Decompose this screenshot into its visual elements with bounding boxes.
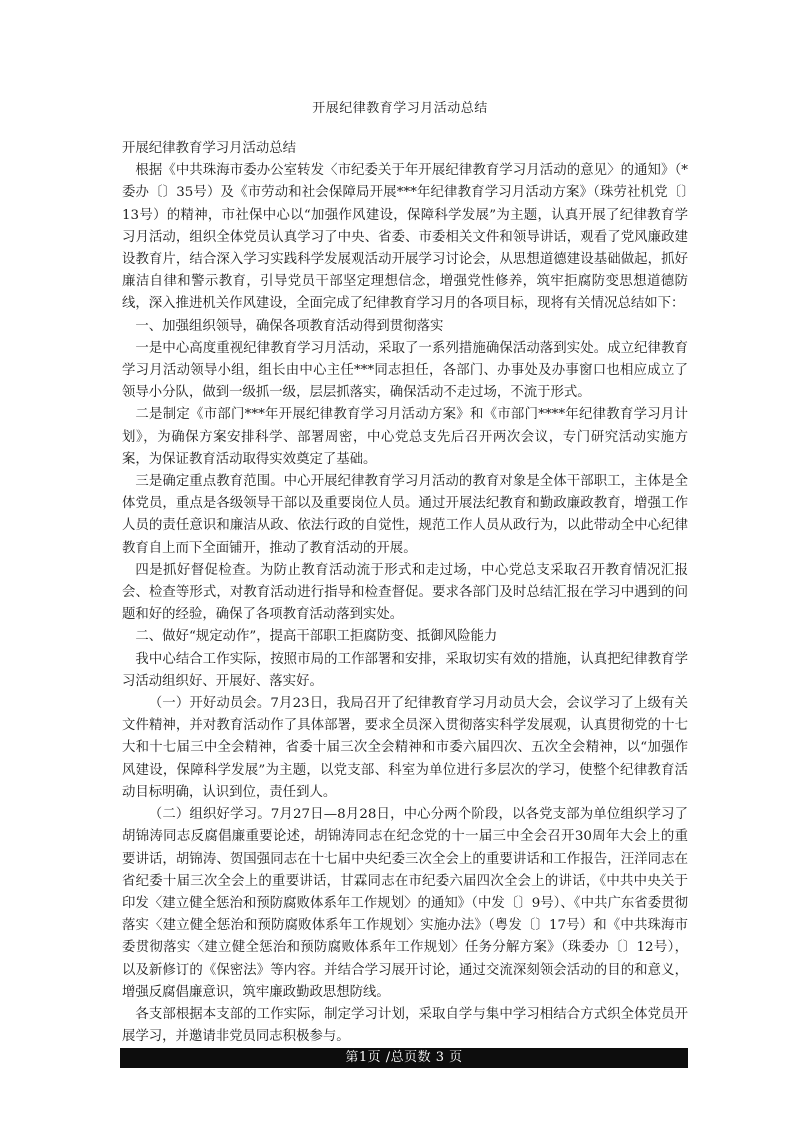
paragraph-2-3: 各支部根据本支部的工作实际，制定学习计划，采取自学与集中学习相结合方式织全体党员开展学习，并邀请非党员同志积极参与。 xyxy=(122,1006,688,1045)
paragraph-1-4: 四是抓好督促检查。为防止教育活动流于形式和走过场，中心党总支采取召开教育情况汇报会、检查等形式，对教育活动进行指导和检查督促。要求各部门及时总结汇报在学习中遇到的问题和好的经验，确保了各项教育活动落到实处。 xyxy=(122,562,688,623)
document-title: 开展纪律教育学习月活动总结 xyxy=(312,101,488,116)
section-heading-1: 一、加强组织领导，确保各项教育活动得到贯彻落实 xyxy=(135,318,444,334)
paragraph-2-intro: 我中心结合工作实际，按照市局的工作部署和安排，采取切实有效的措施，认真把纪律教育学习活动组织好、开展好、落实好。 xyxy=(122,651,688,689)
paragraph-1-2: 二是制定《市部门***年开展纪律教育学习月活动方案》和《市部门****年纪律教育学习月计划》，为确保方案安排科学、部署周密，中心党总支先后召开两次会议，专门研究活动实施方案，为保证教育活动取得实效奠定了基础。 xyxy=(122,407,688,467)
paragraph-1-1: 一是中心高度重视纪律教育学习月活动，采取了一系列措施确保活动落到实处。成立纪律教育学习月活动领导小组，组长由中心主任***同志担任，各部门、办事处及办事窗口也相应成立了领导小分队，做到一级抓一级，层层抓落实，确保活动不走过场，不流于形式。 xyxy=(122,340,688,401)
page-footer: 第1页 /总页数 3 页 xyxy=(120,1048,688,1068)
paragraph-2-1: （一）开好动员会。7月23日，我局召开了纪律教育学习月动员大会，会议学习了上级有关文件精神，并对教育活动作了具体部署，要求全员深入贯彻落实科学发展观，认真贯彻党的十七大和十七届三中全会精神，省委十届三次全会精神和市委六届四次、五次全会精神，以“加强作风建设，保障科学发展”为主题，以党支部、科室为单位进行多层次的学习，使整个纪律教育活动目标明确，认识到位，责任到人。 xyxy=(122,696,688,800)
paragraph-1-3: 三是确定重点教育范围。中心开展纪律教育学习月活动的教育对象是全体干部职工，主体是全体党员，重点是各级领导干部以及重要岗位人员。通过开展法纪教育和勤政廉政教育，增强工作人员的责任意识和廉洁从政、依法行政的自觉性，规范工作人员从政行为，以此带动全中心纪律教育自上而下全面铺开，推动了教育活动的开展。 xyxy=(122,474,688,556)
document-body xyxy=(122,138,688,1048)
paragraph-2-2: （二）组织好学习。7月27日—8月28日，中心分两个阶段，以各党支部为单位组织学习了胡锦涛同志反腐倡廉重要论述，胡锦涛同志在纪念党的十一届三中全会召开30周年大会上的重要讲话，胡锦涛、贺国强同志在十七届中央纪委三次全会上的重要讲话和工作报告，汪洋同志在省纪委十届三次全会上的重要讲话，甘霖同志在市纪委六届四次全会上的讲话，《中共中央关于印发〈建立健全惩治和预防腐败体系年工作规划〉的通知》（中发〔〕9号）、《中共广东省委贯彻落实〈建立健全惩治和预防腐败体系年工作规划〉实施办法》（粤发〔〕17号）和《中共珠海市委贯彻落实〈建立健全惩治和预防腐败体系年工作规划〉任务分解方案》（珠委办〔〕12号），以及新修订的《保密法》等内容。并结合学习展开讨论，通过交流深刻领会活动的目的和意义，增强反腐倡廉意识，筑牢廉政勤政思想防线。 xyxy=(122,807,688,1000)
section-heading-2: 二、做好“规定动作”，提高干部职工拒腐防变、抵御风险能力 xyxy=(135,629,498,645)
paragraph-intro: 根据《中共珠海市委办公室转发〈市纪委关于年开展纪律教育学习月活动的意见〉的通知》（*委办〔〕35号）及《市劳动和社会保障局开展***年纪律教育学习月活动方案》（珠劳社机党〔〕13号）的精神，市社保中心以“加强作风建设，保障科学发展”为主题，认真开展了纪律教育学习月活动，组织全体党员认真学习了中央、省委、市委相关文件和领导讲话，观看了党风廉政建设教育片，结合深入学习实践科学发展观活动开展学习讨论会，从思想道德建设基础做起，抓好廉洁自律和警示教育，引导党员干部坚定理想信念，增强党性修养，筑牢拒腐防变思想道德防线，深入推进机关作风建设，全面完成了纪律教育学习月的各项目标，现将有关情况总结如下： xyxy=(122,163,688,312)
body-heading: 开展纪律教育学习月活动总结 xyxy=(122,141,297,156)
